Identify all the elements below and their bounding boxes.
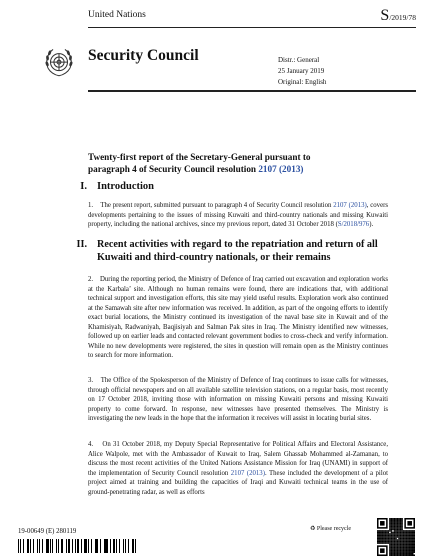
paragraph-number: 4.	[88, 441, 94, 448]
paragraph-3	[88, 376, 388, 424]
previous-report-link[interactable]: S/2018/976	[337, 221, 370, 228]
resolution-link[interactable]: 2107 (2013)	[258, 164, 304, 174]
paragraph-2	[88, 275, 388, 361]
section-number: I.	[80, 181, 87, 192]
document-date: 25 January 2019	[278, 67, 325, 75]
header-rule	[88, 27, 416, 28]
resolution-link[interactable]: 2107 (2013)	[230, 469, 265, 477]
report-title-line2-text: paragraph 4 of Security Council resolution	[88, 164, 259, 174]
document-symbol-s: S	[380, 7, 390, 24]
report-title-line2	[88, 163, 388, 175]
masthead-rule	[88, 90, 416, 92]
paragraph-1	[88, 201, 388, 230]
section-number: II.	[76, 239, 87, 250]
original-language: Original: English	[278, 78, 327, 86]
recycle-notice	[310, 525, 351, 532]
organization-name: United Nations	[88, 10, 146, 20]
section-heading-text: Introduction	[97, 181, 154, 192]
paragraph-number: 2.	[88, 276, 94, 283]
report-title	[88, 151, 388, 175]
distribution-block	[278, 55, 326, 88]
document-job-number: 19-00649 (E) 280119	[18, 528, 77, 535]
council-name: Security Council	[88, 47, 199, 64]
resolution-link[interactable]: 2107 (2013)	[333, 202, 367, 209]
paragraph-text: The Office of the Spokesperson of the Ministry of Defence of Iraq continues to issue calls for witnesses, through official newspapers and on all available satellite television stations, on a regular basis, most recently on 17 October 2018, inviting those with information on missing Kuwaiti persons and missing Kuwaiti property to come forward. In response, new witnesses have presented themselves. The Ministry is investigating the new leads in the hope that the information it receives will assist in locating burial sites.	[88, 377, 388, 422]
report-title-line1: Twenty-first report of the Secretary-General pursuant to	[88, 152, 311, 162]
paragraph-text: On 31 October 2018, my Deputy Special Representative for Political Affairs and Electoral Assistance, Alice Walpole, met with the Ambassador of Kuwait to Iraq, Salem Ghassab Mohammed al-Zamanan, to discuss the most recent activities of the United Nations Assistance Mission for Iraq (UNAMI) in support of the implementation of Security Council resolution	[88, 441, 389, 477]
un-emblem-icon	[42, 46, 76, 80]
paragraph-text: ).	[369, 221, 374, 228]
recycle-icon: ♻	[310, 526, 316, 532]
barcode	[18, 539, 138, 553]
paragraph-4	[88, 440, 388, 497]
distribution-label: Distr.: General	[278, 56, 320, 64]
paragraph-text: . These included the development of a pilot project aimed at training and building the capacities of Iraqi and Kuwaiti technical teams in the use of ground-penetrating radar, as well as efforts	[88, 469, 388, 496]
section-heading-introduction	[44, 180, 154, 193]
paragraph-text: During the reporting period, the Ministry of Defence of Iraq carried out excavation and exploration works at the Karbala’ site. Although no human remains were found, there are indications that, with additional technical support and investigation efforts, this site may yield useful results. Exploration work also continued at the Samawah site after new information was received. In addition, as part of the ongoing efforts to identify exact burial locations, the Ministry continued its investigation of the naval base site in Kuwait and of the Khamisiyah, Radwaniyah, Baqjisiyah and Salman Pak sites in Iraq. The Ministry identified new witnesses, followed up on earlier leads and contacted relevant government bodies to cross-check and verify information. While no new developments were registered, the sites in question will remain open as the Ministry continues to search for more information.	[88, 276, 389, 359]
document-symbol	[380, 7, 416, 25]
paragraph-text: The present report, submitted pursuant to paragraph 4 of Security Council resolution	[100, 202, 334, 209]
paragraph-number: 3.	[88, 377, 94, 384]
section-heading-text: Recent activities with regard to the repatriation and return of all Kuwaiti and third-country nationals, or their remains	[97, 239, 378, 263]
document-symbol-number: /2019/78	[389, 13, 416, 22]
recycle-text: Please recycle	[316, 526, 352, 532]
paragraph-number: 1.	[88, 202, 94, 209]
qr-code	[377, 518, 415, 556]
paragraph-text: , covers developments pertaining to the issues of missing Kuwaiti and third-country nationals and missing Kuwaiti property, including the national archives, since my previous report, dated 31 October 2018 (	[88, 202, 389, 228]
